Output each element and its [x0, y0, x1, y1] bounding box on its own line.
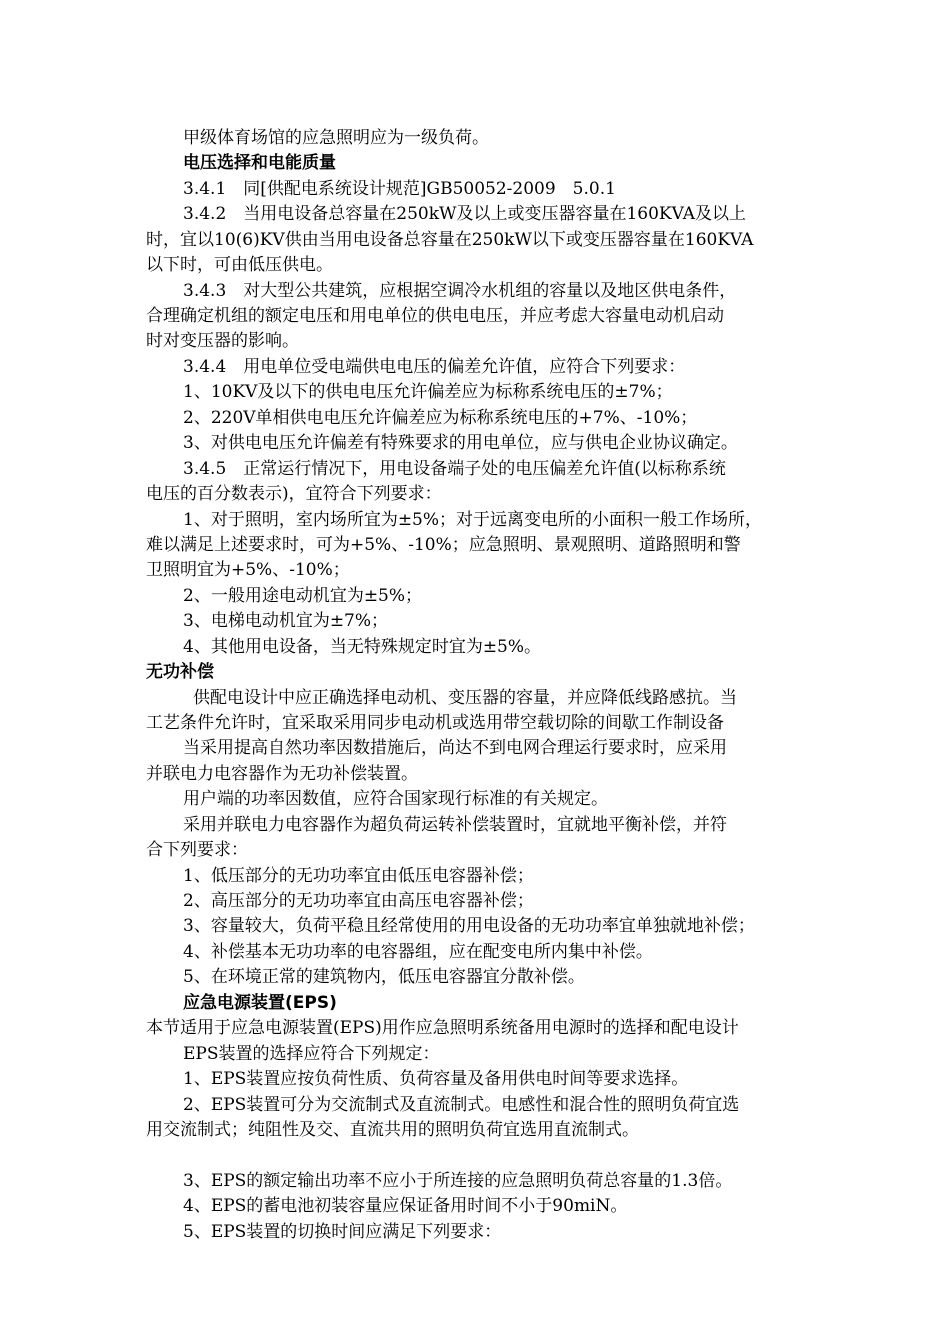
clause-3-4-4: 3.4.4 用电单位受电端供电电压的偏差允许值，应符合下列要求：	[183, 357, 686, 377]
body-text-line: 以下时，可由低压供电。	[146, 255, 333, 275]
body-text-line: 难以满足上述要求时，可为+5%、-10%；应急照明、景观照明、道路照明和警	[146, 535, 741, 555]
list-item: 2、220V单相供电电压允许偏差应为标称系统电压的+7%、-10%；	[183, 408, 698, 428]
list-item: 4、其他用电设备，当无特殊规定时宜为±5%。	[183, 637, 542, 657]
body-text-line: 卫照明宜为+5%、-10%；	[146, 560, 350, 580]
body-text-line: 工艺条件允许时，宜采取采用同步电动机或选用带空载切除的间歇工作制设备	[146, 713, 724, 733]
section-heading-reactive-compensation: 无功补偿	[146, 662, 214, 682]
list-item: 1、10KV及以下的供电电压允许偏差应为标称系统电压的±7%；	[183, 382, 673, 402]
list-item: 4、补偿基本无功功率的电容器组，应在配变电所内集中补偿。	[183, 942, 653, 962]
list-item: 4、EPS的蓄电池初装容量应保证备用时间不小于90miN。	[183, 1196, 628, 1216]
list-item: 5、EPS装置的切换时间应满足下列要求：	[183, 1222, 502, 1242]
list-item: 3、容量较大，负荷平稳且经常使用的用电设备的无功功率宜单独就地补偿；	[183, 916, 755, 936]
body-text-line: 采用并联电力电容器作为超负荷运转补偿装置时，宜就地平衡补偿，并符	[183, 815, 727, 835]
clause-3-4-1: 3.4.1 同[供配电系统设计规范]GB50052-2009 5.0.1	[183, 179, 616, 199]
list-item: 1、EPS装置应按负荷性质、负荷容量及备用供电时间等要求选择。	[183, 1069, 689, 1089]
body-text-line: EPS装置的选择应符合下列规定：	[183, 1044, 440, 1064]
body-text-line: 电压的百分数表示)，宜符合下列要求：	[146, 484, 442, 504]
body-text-line: 本节适用于应急电源装置(EPS)用作应急照明系统备用电源时的选择和配电设计	[146, 1018, 739, 1038]
body-text-line: 当采用提高自然功率因数措施后，尚达不到电网合理运行要求时，应采用	[183, 738, 727, 758]
section-heading-eps: 应急电源装置(EPS)	[183, 993, 337, 1013]
list-item: 3、对供电电压允许偏差有特殊要求的用电单位，应与供电企业协议确定。	[183, 433, 738, 453]
clause-3-4-2: 3.4.2 当用电设备总容量在250kW及以上或变压器容量在160KVA及以上	[183, 204, 747, 224]
list-item: 3、电梯电动机宜为±7%；	[183, 611, 389, 631]
body-text-line: 并联电力电容器作为无功补偿装置。	[146, 764, 418, 784]
body-text-line: 用交流制式；纯阻性及交、直流共用的照明负荷宜选用直流制式。	[146, 1120, 639, 1140]
list-item: 1、对于照明，室内场所宜为±5%；对于远离变电所的小面积一般工作场所，	[183, 510, 763, 530]
body-text-line: 时，宜以10(6)KV供由当用电设备总容量在250kW以下或变压器容量在160KVA	[146, 230, 754, 250]
body-text-line: 合理确定机组的额定电压和用电单位的供电电压，并应考虑大容量电动机启动	[146, 306, 724, 326]
body-text-line: 合下列要求：	[146, 840, 248, 860]
list-item: 3、EPS的额定输出功率不应小于所连接的应急照明负荷总容量的1.3倍。	[183, 1171, 733, 1191]
list-item: 1、低压部分的无功功率宜由低压电容器补偿；	[183, 866, 534, 886]
body-text-line: 供配电设计中应正确选择电动机、变压器的容量，并应降低线路感抗。当	[193, 688, 737, 708]
list-item: 2、一般用途电动机宜为±5%；	[183, 586, 423, 606]
list-item: 2、高压部分的无功功率宜由高压电容器补偿；	[183, 891, 534, 911]
list-item: 2、EPS装置可分为交流制式及直流制式。电感性和混合性的照明负荷宜选	[183, 1095, 740, 1115]
clause-3-4-5: 3.4.5 正常运行情况下，用电设备端子处的电压偏差允许值(以标称系统	[183, 459, 726, 479]
body-text-line: 甲级体育场馆的应急照明应为一级负荷。	[183, 128, 489, 148]
list-item: 5、在环境正常的建筑物内，低压电容器宜分散补偿。	[183, 967, 585, 987]
body-text-line: 用户端的功率因数值，应符合国家现行标准的有关规定。	[183, 789, 608, 809]
clause-3-4-3: 3.4.3 对大型公共建筑，应根据空调冷水机组的容量以及地区供电条件，	[183, 281, 737, 301]
section-heading-voltage: 电压选择和电能质量	[183, 153, 336, 173]
body-text-line: 时对变压器的影响。	[146, 331, 299, 351]
